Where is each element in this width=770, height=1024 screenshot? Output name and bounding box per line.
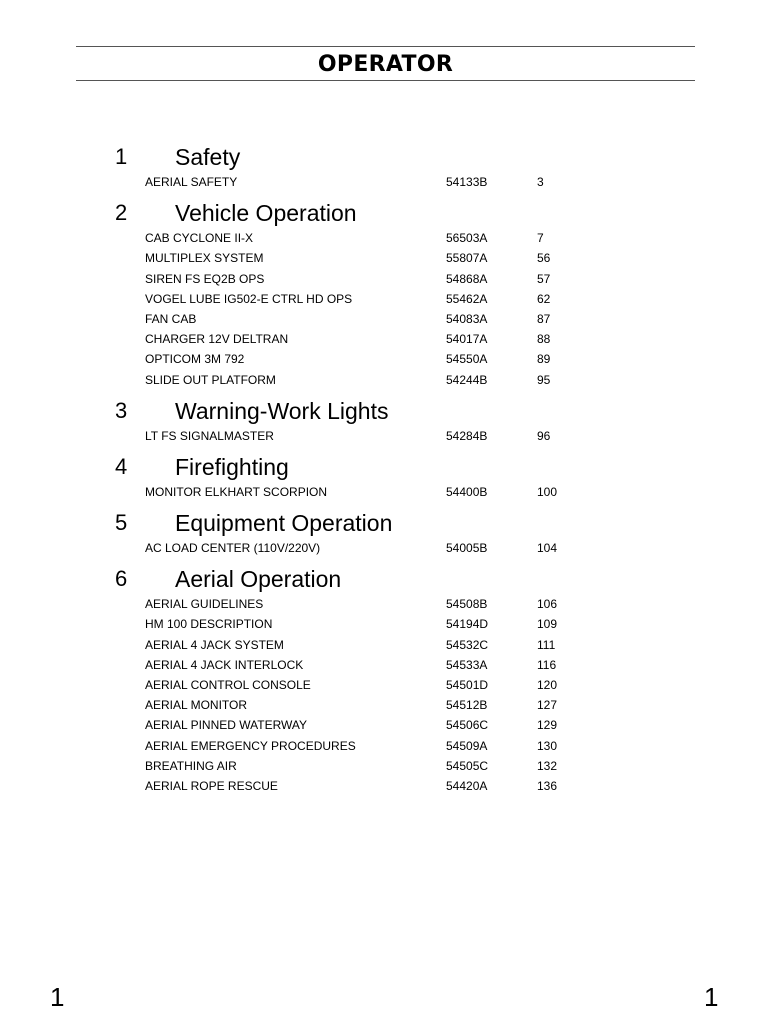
toc-entry: [0, 370, 770, 390]
section-title: Firefighting: [175, 453, 289, 480]
toc-entry: [0, 309, 770, 329]
toc-entry: [0, 269, 770, 289]
entry-document-code: 54017A: [446, 332, 488, 347]
section-title: Aerial Operation: [175, 566, 342, 593]
entry-page-number: 96: [537, 428, 551, 443]
entry-name: AERIAL MONITOR: [145, 698, 248, 713]
toc-entry: [0, 228, 770, 248]
toc-entry: [0, 776, 770, 796]
entry-document-code: 55807A: [446, 251, 488, 266]
entry-page-number: 120: [537, 678, 558, 692]
entry-page-number: 104: [537, 541, 558, 556]
entry-document-code: 54194D: [446, 617, 489, 632]
entry-name: AERIAL 4 JACK SYSTEM: [145, 637, 284, 652]
toc-section: [0, 564, 770, 796]
entry-document-code: 54868A: [446, 271, 488, 286]
entry-name: AERIAL PINNED WATERWAY: [145, 718, 308, 733]
section-heading: [0, 508, 770, 538]
entry-page-number: 7: [537, 231, 544, 246]
header-top-rule: [76, 46, 695, 47]
section-title: Safety: [175, 144, 241, 170]
entry-document-code: 54420A: [446, 778, 488, 793]
entry-name: AERIAL 4 JACK INTERLOCK: [145, 657, 304, 672]
section-number: 6: [115, 566, 128, 592]
page-title: OPERATOR: [317, 52, 454, 77]
entry-document-code: 54506C: [446, 718, 489, 733]
entry-page-number: 129: [537, 718, 558, 733]
toc-entry: [0, 172, 770, 192]
entry-page-number: 136: [537, 778, 558, 793]
section-number: 5: [115, 510, 128, 536]
entry-page-number: 111: [537, 637, 556, 652]
section-number: 3: [115, 397, 128, 423]
entry-page-number: 109: [537, 617, 558, 632]
entry-page-number: 130: [537, 738, 558, 753]
entry-name: AERIAL CONTROL CONSOLE: [145, 678, 311, 692]
entry-page-number: 89: [537, 352, 551, 367]
toc-entry: [0, 635, 770, 655]
entry-document-code: 54512B: [446, 698, 488, 713]
entry-name: AERIAL EMERGENCY PROCEDURES: [145, 738, 356, 753]
entry-document-code: 55462A: [446, 291, 488, 306]
entry-page-number: 62: [537, 291, 551, 306]
entry-document-code: 54244B: [446, 372, 488, 387]
header-bottom-rule: [76, 80, 695, 81]
toc-section: [0, 396, 770, 446]
entry-name: AC LOAD CENTER (110V/220V): [145, 541, 321, 556]
entry-name: CHARGER 12V DELTRAN: [145, 332, 289, 347]
toc-entry: [0, 538, 770, 558]
entry-document-code: 54133B: [446, 175, 488, 189]
entry-name: LT FS SIGNALMASTER: [145, 428, 274, 443]
entry-document-code: 54284B: [446, 428, 488, 443]
entry-name: HM 100 DESCRIPTION: [145, 617, 273, 632]
entry-name: AERIAL ROPE RESCUE: [145, 778, 278, 793]
entry-document-code: 56503A: [446, 231, 488, 246]
toc-entry: [0, 289, 770, 309]
toc-entry: [0, 426, 770, 446]
toc-entry: [0, 594, 770, 614]
section-title: Equipment Operation: [175, 510, 393, 537]
table-of-contents: [0, 136, 770, 796]
toc-entry: [0, 736, 770, 756]
entry-document-code: 54533A: [446, 657, 488, 672]
entry-name: AERIAL SAFETY: [145, 175, 238, 189]
entry-name: SLIDE OUT PLATFORM: [145, 372, 276, 387]
toc-section: [0, 142, 770, 192]
entry-name: FAN CAB: [145, 311, 197, 326]
entry-document-code: 54400B: [446, 484, 488, 499]
entry-name: CAB CYCLONE II-X: [145, 231, 254, 246]
entry-page-number: 3: [537, 175, 544, 189]
toc-entry: [0, 695, 770, 715]
toc-entry: [0, 329, 770, 349]
section-heading: [0, 452, 770, 482]
entry-document-code: 54532C: [446, 637, 489, 652]
section-number: 4: [115, 453, 128, 479]
entry-name: SIREN FS EQ2B OPS: [145, 271, 265, 286]
entry-name: MULTIPLEX SYSTEM: [145, 251, 264, 266]
toc-section: [0, 452, 770, 502]
entry-page-number: 87: [537, 311, 551, 326]
toc-entry: [0, 248, 770, 268]
footer-page-number-right: 1: [704, 982, 719, 1012]
section-number: 2: [115, 200, 128, 226]
section-heading: [0, 564, 770, 594]
entry-page-number: 132: [537, 758, 558, 773]
entry-page-number: 127: [537, 698, 558, 713]
entry-page-number: 57: [537, 271, 551, 286]
toc-entry: [0, 482, 770, 502]
toc-entry: [0, 756, 770, 776]
entry-page-number: 100: [537, 484, 558, 499]
entry-document-code: 54508B: [446, 597, 488, 612]
entry-document-code: 54005B: [446, 541, 488, 556]
toc-section: [0, 198, 770, 390]
section-title: Vehicle Operation: [175, 200, 357, 227]
entry-name: AERIAL GUIDELINES: [145, 597, 264, 612]
entry-name: OPTICOM 3M 792: [145, 352, 245, 367]
section-heading: [0, 198, 770, 228]
toc-entry: [0, 655, 770, 675]
toc-section: [0, 508, 770, 558]
entry-document-code: 54501D: [446, 678, 489, 692]
section-title: Warning-Work Lights: [175, 397, 389, 424]
entry-document-code: 54509A: [446, 738, 488, 753]
section-heading: [0, 396, 770, 426]
entry-page-number: 88: [537, 332, 551, 347]
entry-name: BREATHING AIR: [145, 758, 237, 773]
entry-name: MONITOR ELKHART SCORPION: [145, 484, 328, 499]
section-number: 1: [115, 144, 128, 169]
entry-page-number: 56: [537, 251, 551, 266]
entry-page-number: 95: [537, 372, 551, 387]
toc-entry: [0, 614, 770, 634]
entry-document-code: 54550A: [446, 352, 488, 367]
footer-page-number-left: 1: [50, 982, 65, 1012]
toc-entry: [0, 715, 770, 735]
entry-page-number: 116: [537, 657, 557, 672]
section-heading: [0, 142, 770, 172]
entry-document-code: 54505C: [446, 758, 489, 773]
entry-document-code: 54083A: [446, 311, 488, 326]
entry-name: VOGEL LUBE IG502-E CTRL HD OPS: [145, 291, 353, 306]
toc-entry: [0, 349, 770, 369]
entry-page-number: 106: [537, 597, 558, 612]
toc-entry: [0, 675, 770, 695]
